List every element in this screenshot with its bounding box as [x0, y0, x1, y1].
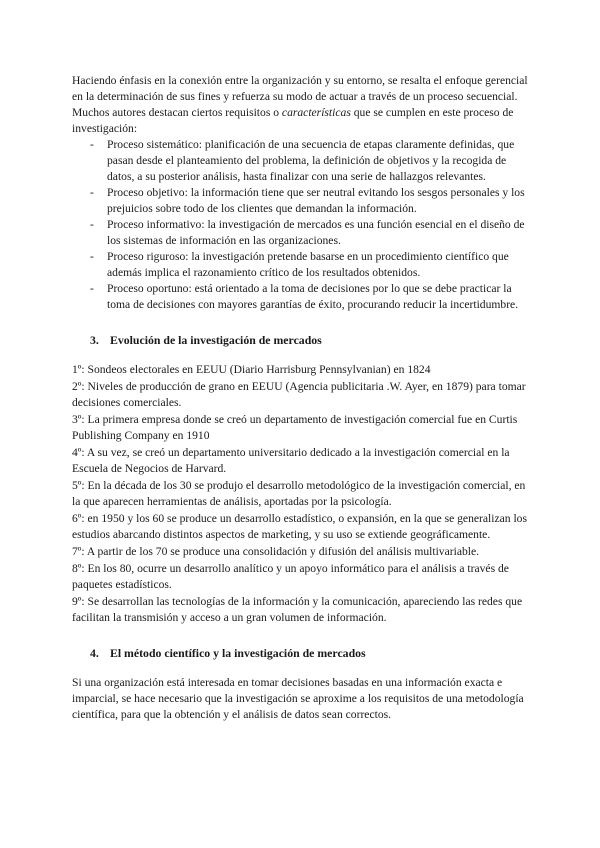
timeline-item: 5º: En la década de los 30 se produjo el desarrollo metodológico de la investigación comercial, en la que aparecen herramientas de análisis, aportadas por la psicología.	[72, 479, 526, 508]
section-4-title: El método científico y la investigación de mercados	[109, 646, 366, 660]
section-3-number: 3.	[90, 333, 99, 347]
evolution-timeline	[72, 362, 530, 626]
timeline-item: 9º: Se desarrollan las tecnologías de la información y la comunicación, apareciendo las redes que facilitan la transmisión y acceso a un gran volumen de información.	[72, 595, 523, 624]
timeline-item: 2º: Niveles de producción de grano en EEUU (Agencia publicitaria .W. Ayer, en 1879) para tomar decisiones comerciales.	[72, 380, 526, 409]
requirements-list	[72, 137, 530, 313]
section-4-heading	[90, 645, 530, 661]
list-item: - Proceso objetivo: la información tiene que ser neutral evitando los sesgos personales y los prejuicios sobre todo de los clientes que demandan la información.	[107, 185, 530, 217]
intro-text-end: que se cumplen en este proceso de investigación:	[72, 106, 514, 135]
intro-text-start: Haciendo énfasis en la conexión entre la organización y su entorno, se resalta el enfoque gerencial en la determinación de sus fines y refuerza su modo de actuar a través de un proceso secuencial. Muchos autores destacan ciertos requisitos o	[72, 74, 528, 119]
timeline-item: 1º: Sondeos electorales en EEUU (Diario Harrisburg Pennsylvanian) en 1824	[72, 363, 431, 376]
list-item: - Proceso sistemático: planificación de una secuencia de etapas claramente definidas, que pasan desde el planteamiento del problema, la definición de objetivos y la recogida de datos, a su posterior análisis, hasta finalizar con una serie de hallazgos relevantes.	[107, 137, 530, 185]
section-4-number: 4.	[90, 646, 99, 660]
list-item: - Proceso oportuno: está orientado a la toma de decisiones por lo que se debe practicar la toma de decisiones con mayores garantías de éxito, procurando reducir la incertidumbre.	[107, 281, 530, 313]
timeline-item: 3º: La primera empresa donde se creó un departamento de investigación comercial fue en Curtis Publishing Company en 1910	[72, 413, 518, 442]
intro-paragraph	[72, 73, 530, 137]
list-item: - Proceso informativo: la investigación de mercados es una función esencial en el diseño de los sistemas de información en las organizaciones.	[107, 217, 530, 249]
section-3-title: Evolución de la investigación de mercados	[109, 333, 322, 347]
timeline-item: 7º: A partir de los 70 se produce una consolidación y difusión del análisis multivariable.	[72, 545, 480, 558]
closing-paragraph: Si una organización está interesada en tomar decisiones basadas en una información exacta e imparcial, se hace necesario que la investigación se aproxime a los requisitos de una metodología científica, para que la obtención y el análisis de datos sean correctos.	[72, 676, 524, 721]
intro-emphasis: características	[281, 106, 351, 119]
timeline-item: 6º: en 1950 y los 60 se produce un desarrollo estadístico, o expansión, en la que se generalizan los estudios abarcando distintos aspectos de marketing, y su uso se extiende geográficamente.	[72, 512, 527, 541]
list-item: - Proceso riguroso: la investigación pretende basarse en un procedimiento científico que además implica el razonamiento crítico de los resultados obtenidos.	[107, 249, 530, 281]
timeline-item: 4º: A su vez, se creó un departamento universitario dedicado a la investigación comercial en la Escuela de Negocios de Harvard.	[72, 446, 510, 475]
section-3-heading	[90, 332, 530, 348]
timeline-item: 8º: En los 80, ocurre un desarrollo analítico y un apoyo informático para el análisis a través de paquetes estadísticos.	[72, 562, 509, 591]
